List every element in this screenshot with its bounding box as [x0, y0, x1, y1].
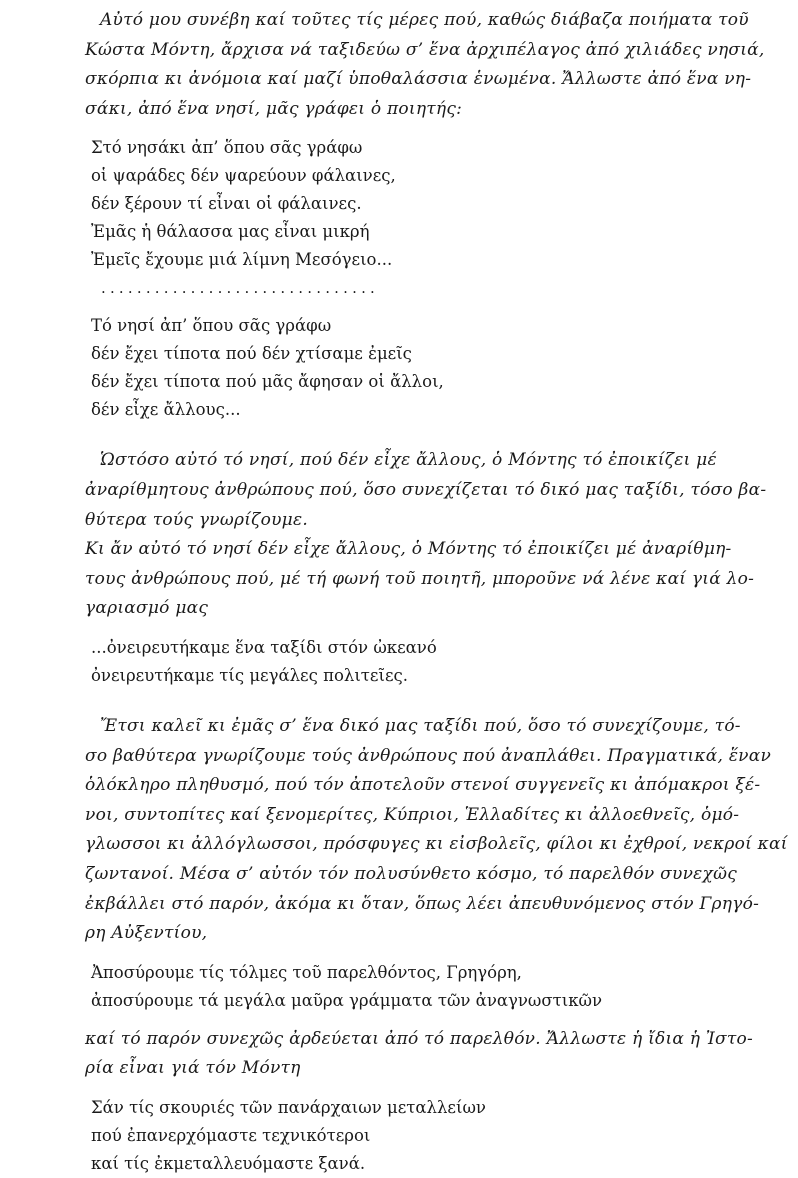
prose-paragraph-3	[85, 712, 788, 949]
verse-line: Ἐμᾶς ἡ θάλασσα μας εἶναι μικρή	[91, 222, 370, 242]
text-line: γλωσσοι κι ἀλλόγλωσσοι, πρόσφυγες κι εἰσβολεῖς, φίλοι κι ἐχθροί, νεκροί καί	[85, 834, 788, 855]
text-line: θύτερα τούς γνωρίζουμε.	[85, 509, 308, 530]
prose-paragraph-2	[85, 446, 767, 624]
text-line: γαριασμό μας	[85, 598, 209, 619]
verse-line: ἀποσύρουμε τά μεγάλα μαῦρα γράμματα τῶν ἀναγνωστικῶν	[91, 990, 603, 1010]
text-line: νοι, συντοπίτες καί ξενομερίτες, Κύπριοι, Ἑλλαδίτες κι ἀλλοεθνεῖς, ὁμό-	[85, 804, 740, 825]
text-line: ρία εἶναι γιά τόν Μόντη	[85, 1058, 301, 1079]
text-line: Ὡστόσο αὐτό τό νησί, πού δέν εἶχε ἄλλους, ὁ Μόντης τό ἐποικίζει μέ	[100, 450, 717, 471]
verse-line: πού ἐπανερχόμαστε τεχνικότεροι	[91, 1125, 371, 1145]
text-line: ἐκβάλλει στό παρόν, ἀκόμα κι ὅταν, ὅπως λέει ἀπευθυνόμενος στόν Γρηγό-	[85, 893, 760, 914]
dotted-line: ...............................	[101, 279, 380, 298]
text-line: ὁλόκληρο πληθυσμό, πού τόν ἀποτελοῦν στενοί συγγενεῖς κι ἀπόμακροι ξέ-	[85, 775, 761, 796]
verse-line: Σάν τίς σκουριές τῶν πανάρχαιων μεταλλείων	[91, 1097, 486, 1117]
verse-line: ...ὀνειρευτήκαμε ἕνα ταξίδι στόν ὠκεανό	[91, 637, 437, 657]
text-line: Αὐτό μου συνέβη καί τοῦτες τίς μέρες πού, καθώς διάβαζα ποιήματα τοῦ	[100, 10, 749, 30]
poem-stanza-4	[91, 959, 758, 1015]
text-line: σάκι, ἀπό ἕνα νησί, μᾶς γράφει ὁ ποιητής:	[85, 98, 463, 119]
text-line: καί τό παρόν συνεχῶς ἀρδεύεται ἀπό τό παρελθόν. Ἄλλωστε ἡ ἴδια ἡ Ἰστο-	[85, 1028, 753, 1049]
verse-line: δέν εἶχε ἄλλους...	[91, 400, 241, 420]
verse-line: δέν ξέρουν τί εἶναι οἱ φάλαινες.	[91, 194, 362, 214]
text-line: ρη Αὐξεντίου,	[85, 923, 208, 944]
verse-line: καί τίς ἐκμεταλλευόμαστε ξανά.	[91, 1153, 366, 1173]
poem-stanza-1	[91, 134, 758, 274]
verse-line: Ἀποσύρουμε τίς τόλμες τοῦ παρελθόντος, Γρηγόρη,	[91, 962, 522, 982]
prose-paragraph-1	[85, 6, 765, 124]
ellipsis-separator	[91, 274, 758, 302]
verse-line: οἱ ψαράδες δέν ψαρεύουν φάλαινες,	[91, 166, 396, 186]
verse-line: Τό νησί ἀπ’ ὅπου σᾶς γράφω	[91, 316, 332, 336]
text-line: σο βαθύτερα γνωρίζουμε τούς ἀνθρώπους πού ἀναπλάθει. Πραγματικά, ἕναν	[85, 745, 772, 766]
verse-line: δέν ἔχει τίποτα πού μᾶς ἄφησαν οἱ ἄλλοι,	[91, 372, 444, 392]
poem-stanza-2	[91, 312, 758, 424]
text-line: Κι ἄν αὐτό τό νησί δέν εἶχε ἄλλους, ὁ Μόντης τό ἐποικίζει μέ ἀναρίθμη-	[85, 539, 732, 560]
text-line: Ἔτσι καλεῖ κι ἐμᾶς σ’ ἕνα δικό μας ταξίδι πού, ὅσο τό συνεχίζουμε, τό-	[100, 715, 741, 736]
text-line: τους ἀνθρώπους πού, μέ τή φωνή τοῦ ποιητῆ, μποροῦνε νά λένε καί γιά λο-	[85, 568, 755, 589]
verse-line: Στό νησάκι ἀπ’ ὅπου σᾶς γράφω	[91, 138, 363, 158]
poem-stanza-5	[91, 1094, 758, 1178]
text-line: ζωντανοί. Μέσα σ’ αὐτόν τόν πολυσύνθετο κόσμο, τό παρελθόν συνεχῶς	[85, 863, 737, 884]
text-line: ἀναρίθμητους ἀνθρώπους πού, ὅσο συνεχίζεται τό δικό μας ταξίδι, τόσο βα-	[85, 479, 767, 500]
poem-stanza-3	[91, 634, 758, 690]
prose-paragraph-4	[85, 1025, 758, 1084]
text-line: Κώστα Μόντη, ἄρχισα νά ταξιδεύω σ’ ἕνα ἀρχιπέλαγος ἀπό χιλιάδες νησιά,	[85, 39, 765, 60]
verse-line: Ἐμεῖς ἔχουμε μιά λίμνη Μεσόγειο...	[91, 250, 393, 270]
verse-line: ὀνειρευτήκαμε τίς μεγάλες πολιτεῖες.	[91, 665, 408, 685]
verse-line: δέν ἔχει τίποτα πού δέν χτίσαμε ἐμεῖς	[91, 344, 412, 364]
text-line: σκόρπια κι ἀνόμοια καί μαζί ὑποθαλάσσια ἑνωμένα. Ἄλλωστε ἀπό ἕνα νη-	[85, 69, 752, 90]
